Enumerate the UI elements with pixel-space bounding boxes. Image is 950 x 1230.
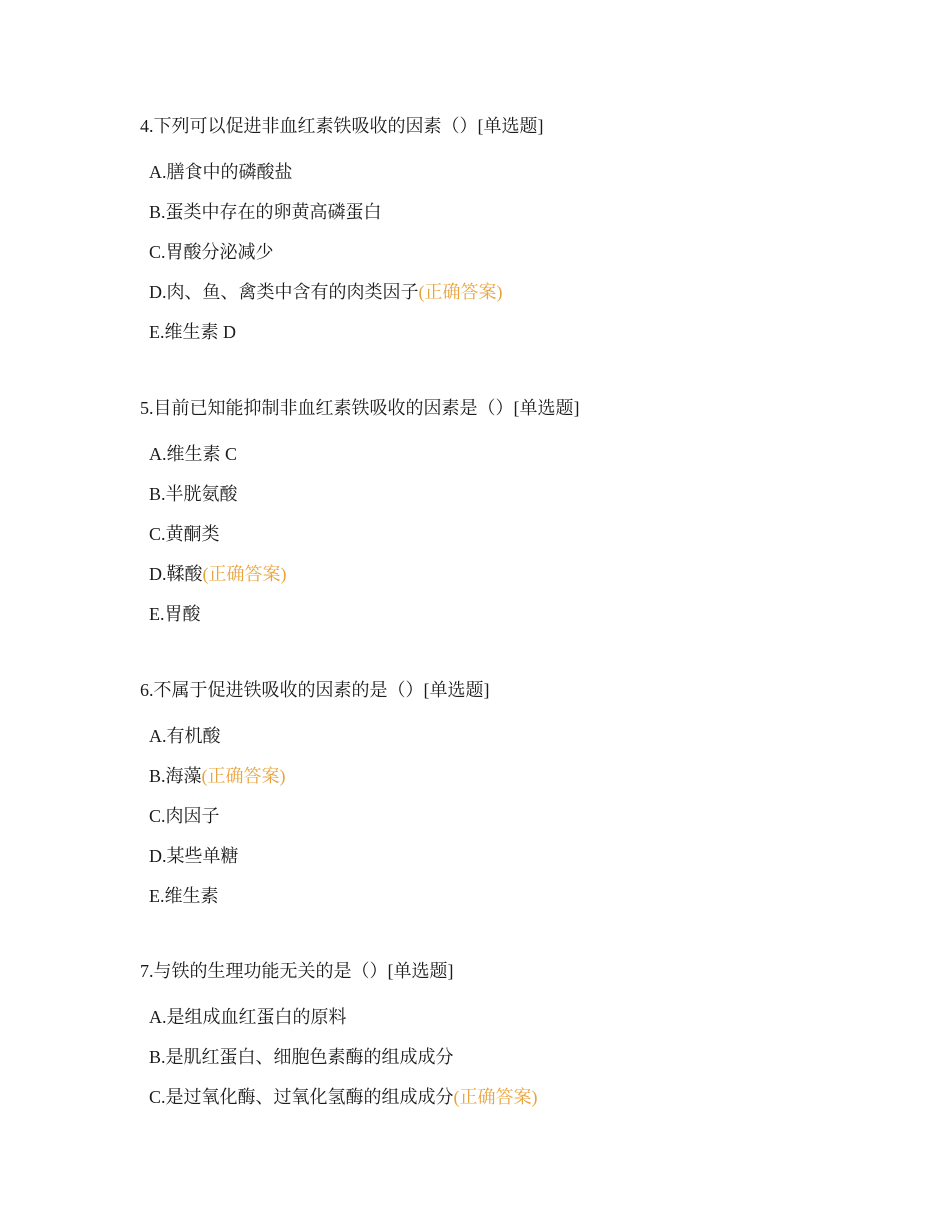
option-text: C.肉因子: [149, 806, 220, 826]
option-a: [149, 1004, 900, 1030]
option-list: [140, 723, 900, 909]
correct-answer-marker: (正确答案): [418, 282, 503, 302]
option-c: [149, 1084, 900, 1110]
option-text: A.有机酸: [149, 726, 221, 746]
option-text: E.维生素 D: [149, 322, 236, 342]
option-e: [149, 883, 900, 909]
option-list: [140, 159, 900, 345]
option-text: C.胃酸分泌减少: [149, 242, 274, 262]
option-text: D.某些单糖: [149, 846, 239, 866]
question-5: [140, 395, 900, 641]
option-text: A.是组成血红蛋白的原料: [149, 1007, 347, 1027]
option-text: E.维生素: [149, 886, 219, 906]
question-title: 7.与铁的生理功能无关的是（）[单选题]: [140, 961, 454, 981]
option-a: [149, 441, 900, 467]
option-text: A.维生素 C: [149, 444, 238, 464]
correct-answer-marker: (正确答案): [202, 564, 287, 584]
option-text: D.肉、鱼、禽类中含有的肉类因子: [149, 282, 419, 302]
option-d: [149, 279, 900, 305]
option-e: [149, 601, 900, 627]
option-a: [149, 723, 900, 749]
correct-answer-marker: (正确答案): [453, 1087, 538, 1107]
option-c: [149, 521, 900, 547]
question-title: 4.下列可以促进非血红素铁吸收的因素（）[单选题]: [140, 116, 544, 136]
option-list: [140, 441, 900, 627]
option-text: B.海藻: [149, 766, 202, 786]
question-6: [140, 677, 900, 923]
option-e: [149, 319, 900, 345]
option-b: [149, 1044, 900, 1070]
question-4: [140, 113, 900, 359]
option-a: [149, 159, 900, 185]
option-c: [149, 239, 900, 265]
option-list: [140, 1004, 900, 1110]
option-text: B.蛋类中存在的卵黄高磷蛋白: [149, 202, 382, 222]
option-text: D.鞣酸: [149, 564, 203, 584]
option-c: [149, 803, 900, 829]
question-title: 6.不属于促进铁吸收的因素的是（）[单选题]: [140, 680, 490, 700]
option-b: [149, 481, 900, 507]
option-text: E.胃酸: [149, 604, 201, 624]
option-text: B.是肌红蛋白、细胞色素酶的组成成分: [149, 1047, 454, 1067]
option-text: C.黄酮类: [149, 524, 220, 544]
option-b: [149, 763, 900, 789]
option-b: [149, 199, 900, 225]
option-text: C.是过氧化酶、过氧化氢酶的组成成分: [149, 1087, 454, 1107]
option-text: A.膳食中的磷酸盐: [149, 162, 293, 182]
correct-answer-marker: (正确答案): [201, 766, 286, 786]
option-d: [149, 843, 900, 869]
option-d: [149, 561, 900, 587]
question-7: [140, 958, 900, 1124]
option-text: B.半胱氨酸: [149, 484, 238, 504]
question-title: 5.目前已知能抑制非血红素铁吸收的因素是（）[单选题]: [140, 398, 580, 418]
